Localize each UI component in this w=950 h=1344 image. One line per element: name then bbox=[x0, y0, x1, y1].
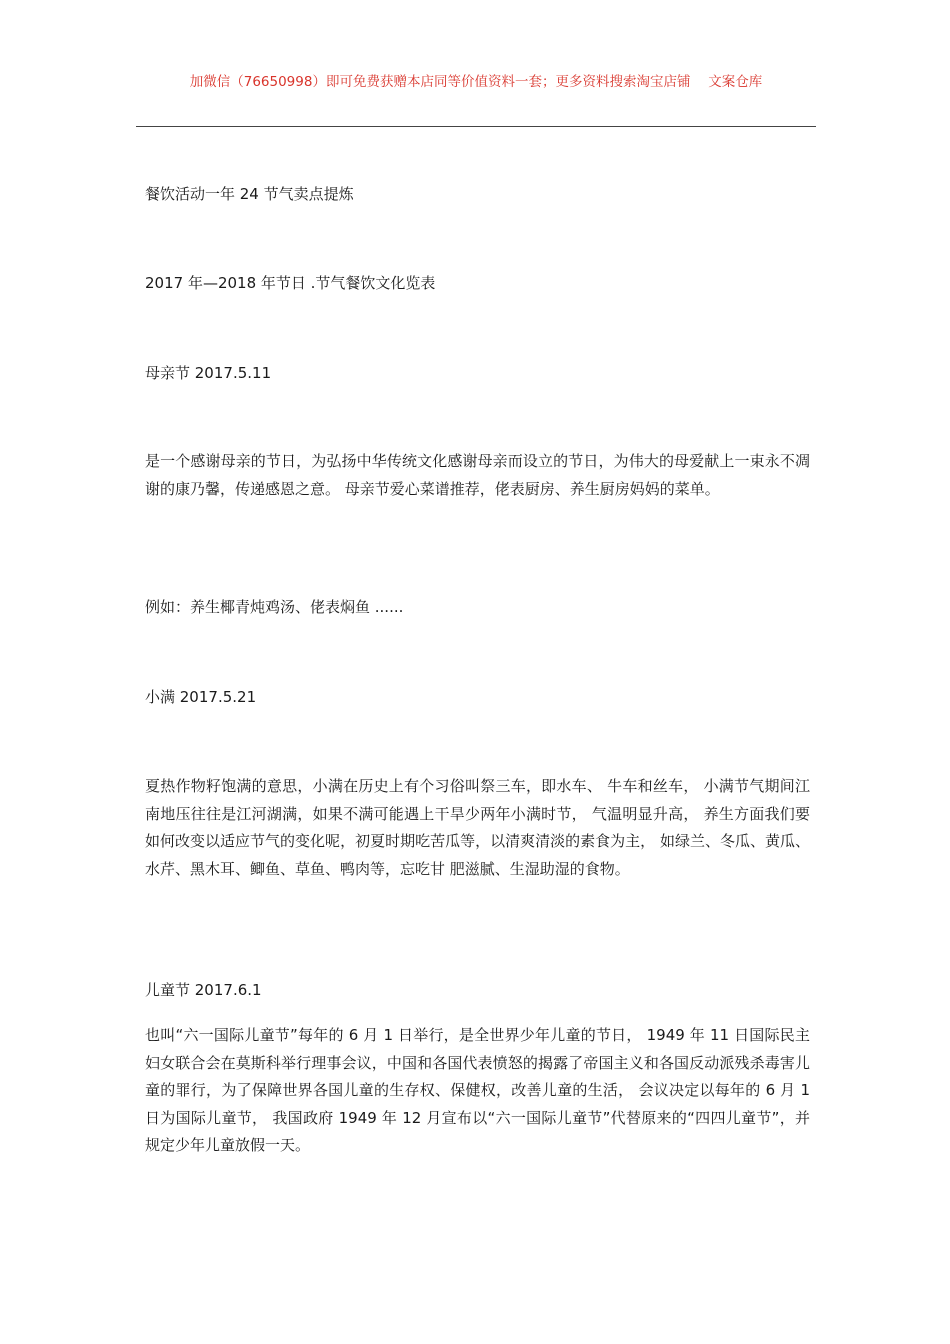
section-body-childrens-day: 也叫“六一国际儿童节”每年的 6 月 1 日举行，是全世界少年儿童的节日， 1949 年 11 日国际民主妇女联合会在莫斯科举行理事会议，中国和各国代表愤怒的揭露了帝国主义和各国反动派残杀毒害儿童的罪行，为了保障世界各国儿童的生存权、保健权，改善儿童的生活， 会议决定以每年的 6 月 1 日为国际儿童节， 我国政府 1949 年 12 月宣布以“六一国际儿童节”代替原来的“四四儿童节”，并规定少年儿童放假一天。 bbox=[145, 1026, 810, 1154]
section-body-mothers-day: 是一个感谢母亲的节日，为弘扬中华传统文化感谢母亲而设立的节日，为伟大的母爱献上一束永不凋谢的康乃馨，传递感恩之意。 母亲节爱心菜谱推荐，佬表厨房、养生厨房妈妈的菜单。 bbox=[145, 452, 810, 498]
section-body-xiaoman: 夏热作物籽饱满的意思，小满在历史上有个习俗叫祭三车，即水车、 牛车和丝车， 小满节气期间江南地压往往是江河湖满，如果不满可能遇上干旱少两年小满时节， 气温明显升高， 养生方面我们要如何改变以适应节气的变化呢，初夏时期吃苦瓜等，以清爽清淡的素食为主， 如绿兰、冬瓜、黄瓜、水芹、黑木耳、鲫鱼、草鱼、鸭肉等，忘吃甘 肥滋腻、生湿助湿的食物。 bbox=[145, 777, 810, 878]
document-title: 餐饮活动一年 24 节气卖点提炼 bbox=[145, 185, 354, 203]
section-heading-childrens-day: 儿童节 2017.6.1 bbox=[145, 981, 262, 999]
document-subtitle: 2017 年—2018 年节日 .节气餐饮文化览表 bbox=[145, 274, 436, 292]
header-divider bbox=[136, 126, 816, 127]
section-heading-xiaoman: 小满 2017.5.21 bbox=[145, 688, 257, 706]
header-promo-note: 加微信（76650998）即可免费获赠本店同等价值资料一套；更多资料搜索淘宝店铺 文案仓库 bbox=[189, 74, 763, 90]
section-example-mothers-day: 例如：养生椰青炖鸡汤、佬表焖鱼 ...... bbox=[145, 598, 404, 616]
section-heading-mothers-day: 母亲节 2017.5.11 bbox=[145, 364, 272, 382]
